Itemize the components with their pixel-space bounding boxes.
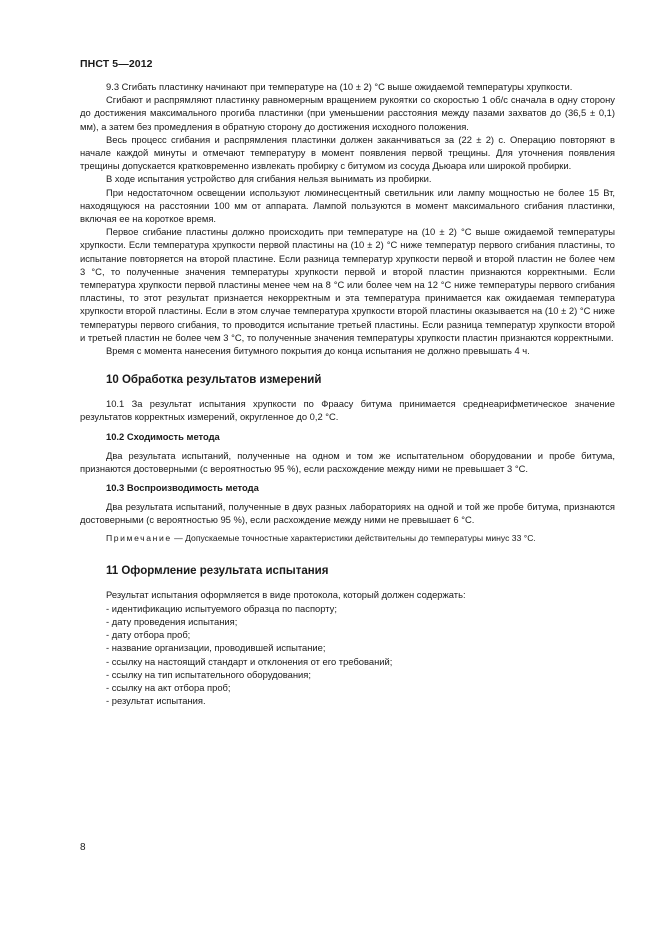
note-label: Примечание (106, 533, 172, 544)
section-10 (80, 373, 615, 544)
note-text: — Допускаемые точностные характеристики действительны до температуры минус 33 °С. (171, 533, 536, 544)
paragraph: Результат испытания оформляется в виде протокола, который должен содержать: (106, 589, 466, 601)
requirements-list (80, 602, 615, 708)
page-content (80, 80, 615, 707)
paragraph: Первое сгибание пластины должно происходить при температуре на (10 ± 2) °С выше ожидаемой температуры хрупкости. Если температура хрупкости первой пластины на (10 ± 2) °С ниже температур первого сгибания пластины, то испытание повторяется на второй пластине. Если разница температур хрупкости первой и второй пластин не более чем 3 °С, то полученные значения температуры хрупкости первой и второй пластин признаются корректными. Если температура хрупкости первой пластины менее чем на 8 °С или более чем на 12 °С ниже температуры первого сгибания пластины, то этот результат признается некорректным и эта температура принимается как ожидаемая температура хрупкости второй пластины. Если в этом случае температура хрупкости второй пластины оказывается на (10 ± 2) °С ниже температуры первого сгибания, то проводится испытание третьей пластины. Если разница температур хрупкости второй и третьей пластин не более чем 3 °С, то полученные значения температуры хрупкости пластин признаются корректными. (80, 226, 615, 343)
list-item: - результат испытания. (106, 695, 206, 707)
list-item: - ссылку на тип испытательного оборудования; (106, 668, 311, 680)
subsection-heading: 10.2 Сходимость метода (106, 430, 220, 442)
note (80, 532, 615, 544)
list-item: - дату отбора проб; (106, 629, 191, 641)
paragraph: В ходе испытания устройство для сгибания нельзя вынимать из пробирки. (106, 173, 432, 185)
paragraph: При недостаточном освещении используют люминесцентный светильник или лампу мощностью не более 15 Вт, находящуюся на расстоянии 100 мм от аппарата. Лампой пользуются в момент максимального сгибания пластинки, включая ее на короткое время. (80, 186, 615, 225)
paragraph: Два результата испытаний, полученные на одном и том же испытательном оборудовании и пробе битума, признаются достоверными (с вероятностью 95 %), если расхождение между ними не превышает 3 °С. (80, 449, 615, 474)
paragraph: Сгибают и распрямляют пластинку равномерным вращением рукоятки со скоростью 1 об/с сначала в одну сторону до достижения максимального прогиба пластинки (при уменьшении расстояния между пазами захватов до (36,5 ± 0,1) мм), а затем без промедления в обратную сторону до достижения исходного положения. (80, 94, 615, 132)
paragraph: 10.1 За результат испытания хрупкости по Фраасу битума принимается среднеарифметическое значение результатов корректных измерений, округленное до 0,2 °С. (80, 398, 615, 423)
paragraph: Время с момента нанесения битумного покрытия до конца испытания не должно превышать 4 ч. (106, 345, 530, 357)
subsection-heading: 10.3 Воспроизводимость метода (106, 482, 259, 494)
paragraph: Два результата испытаний, полученные в двух разных лабораториях на одной и той же пробе битума, признаются достоверными (с вероятностью 95 %), если расхождение между ними не превышает 6 °С. (80, 501, 615, 526)
section-9-continuation (80, 80, 615, 357)
list-item: - ссылку на настоящий стандарт и отклонения от его требований; (106, 655, 393, 667)
section-heading: 11 Оформление результата испытания (106, 565, 329, 578)
list-item: - ссылку на акт отбора проб; (106, 681, 231, 693)
page-number: 8 (80, 842, 86, 853)
paragraph: 9.3 Сгибать пластинку начинают при температуре на (10 ± 2) °С выше ожидаемой температуры хрупкости. (106, 81, 573, 92)
document-header: ПНСТ 5—2012 (80, 58, 153, 70)
list-item: - идентификацию испытуемого образца по паспорту; (106, 602, 337, 614)
section-11 (80, 564, 615, 707)
list-item: - дату проведения испытания; (106, 615, 238, 627)
section-heading: 10 Обработка результатов измерений (106, 374, 322, 387)
paragraph: Весь процесс сгибания и распрямления пластинки должен заканчиваться за (22 ± 2) с. Операцию повторяют в начале каждой минуты и отмечают температуру в момент появления первой трещины. Для уточнения появления трещины допускается кратковременно извлекать пробирку с битумом из сосуда Дьюара или широкой пробирки. (80, 133, 615, 172)
list-item: - название организации, проводившей испытание; (106, 642, 326, 654)
